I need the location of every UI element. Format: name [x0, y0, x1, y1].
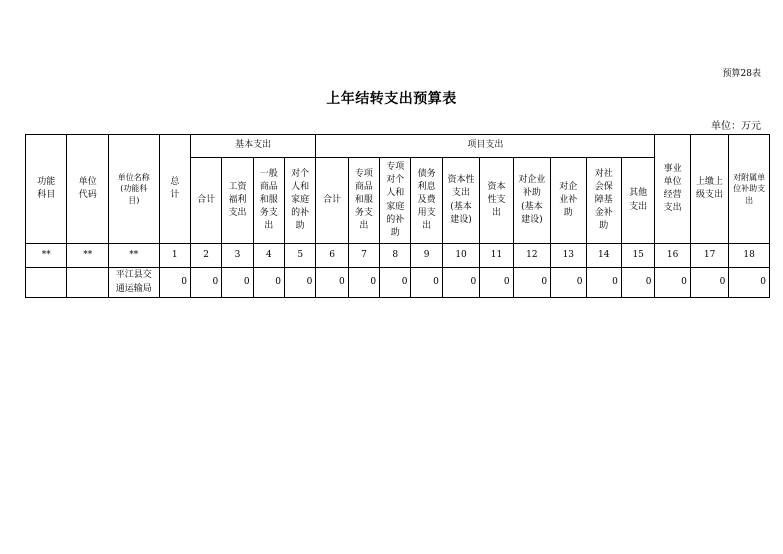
index-cell: 18 [729, 244, 770, 268]
header-project-other: 其他支出 [621, 158, 655, 244]
header-project-enterprise: 对企业补助 [551, 158, 586, 244]
row-unit-code [67, 268, 108, 298]
row-value: 0 [551, 268, 586, 298]
row-value: 0 [729, 268, 770, 298]
index-cell: ** [108, 244, 159, 268]
index-cell: 6 [316, 244, 348, 268]
index-cell: 1 [159, 244, 190, 268]
index-cell: ** [67, 244, 108, 268]
header-unit-code: 单位代码 [67, 135, 108, 244]
row-value: 0 [348, 268, 379, 298]
header-basic-goods: 一般商品和服务支出 [253, 158, 284, 244]
index-cell: 9 [411, 244, 442, 268]
index-cell: 5 [285, 244, 316, 268]
index-cell: 10 [442, 244, 479, 268]
header-project-debt: 债务利息及费用支出 [411, 158, 442, 244]
header-basic-total: 合计 [190, 158, 221, 244]
row-value: 0 [316, 268, 348, 298]
header-basic-group: 基本支出 [190, 135, 315, 158]
header-project-group: 项目支出 [316, 135, 655, 158]
index-cell: 13 [551, 244, 586, 268]
index-cell: 15 [621, 244, 655, 268]
index-cell: 12 [513, 244, 550, 268]
row-value: 0 [621, 268, 655, 298]
index-cell: 11 [480, 244, 513, 268]
header-basic-wages: 工资福利支出 [222, 158, 253, 244]
index-cell: 3 [222, 244, 253, 268]
unit-label: 单位：万元 [711, 121, 761, 132]
header-project-individual: 专项对个人和家庭的补助 [380, 158, 411, 244]
row-value: 0 [380, 268, 411, 298]
header-basic-individual: 对个人和家庭的补助 [285, 158, 316, 244]
header-project-capital-construction: 资本性支出(基本建设) [442, 158, 479, 244]
table-row [26, 268, 770, 298]
row-value: 0 [190, 268, 221, 298]
header-unit-name: 单位名称(功能科目) [108, 135, 159, 244]
row-value: 0 [159, 268, 190, 298]
form-number: 预算28表 [722, 69, 761, 79]
index-cell: 2 [190, 244, 221, 268]
row-function-subject [26, 268, 67, 298]
header-project-capital: 资本性支出 [480, 158, 513, 244]
index-cell: 16 [655, 244, 690, 268]
row-value: 0 [442, 268, 479, 298]
header-project-goods: 专项商品和服务支出 [348, 158, 379, 244]
index-cell: 4 [253, 244, 284, 268]
header-function-subject: 功能科目 [26, 135, 67, 244]
header-project-social-security: 对社会保障基金补助 [586, 158, 621, 244]
row-value: 0 [655, 268, 690, 298]
page-title: 上年结转支出预算表 [326, 91, 457, 107]
header-affiliated: 对附属单位补助支出 [729, 135, 770, 244]
index-cell: ** [26, 244, 67, 268]
header-project-total: 合计 [316, 158, 348, 244]
header-project-enterprise-construction: 对企业补助(基本建设) [513, 158, 550, 244]
index-cell: 17 [690, 244, 728, 268]
row-value: 0 [480, 268, 513, 298]
header-superior: 上缴上级支出 [690, 135, 728, 244]
row-unit-name: 平江县交通运输局 [108, 268, 159, 298]
row-value: 0 [586, 268, 621, 298]
index-cell: 8 [380, 244, 411, 268]
row-value: 0 [411, 268, 442, 298]
row-value: 0 [222, 268, 253, 298]
row-value: 0 [513, 268, 550, 298]
row-value: 0 [285, 268, 316, 298]
budget-table [25, 134, 770, 298]
index-cell: 14 [586, 244, 621, 268]
header-total: 总计 [159, 135, 190, 244]
header-business: 事业单位经营支出 [655, 135, 690, 244]
row-value: 0 [690, 268, 728, 298]
index-cell: 7 [348, 244, 379, 268]
row-value: 0 [253, 268, 284, 298]
